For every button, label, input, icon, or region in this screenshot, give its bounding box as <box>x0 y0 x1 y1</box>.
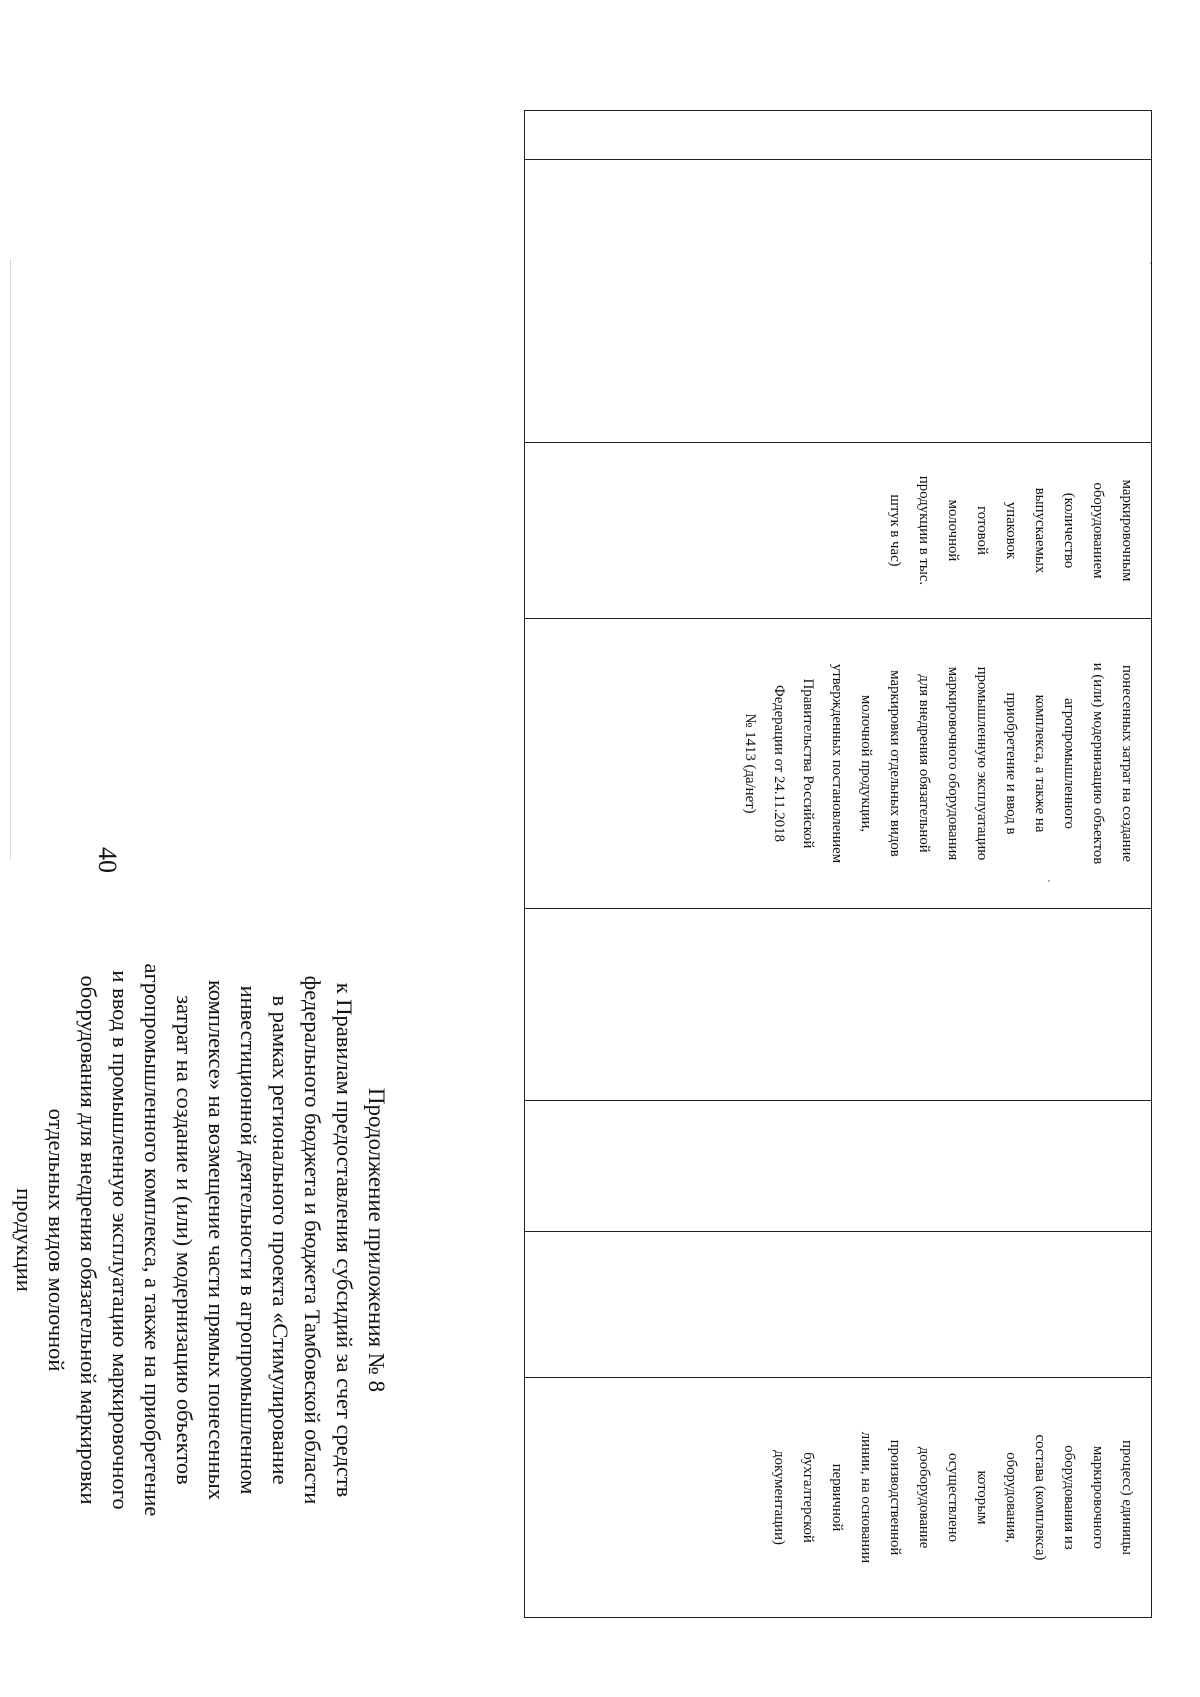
table-row <box>525 111 1152 1618</box>
cell-line: понесенных затрат на создание <box>1119 664 1135 863</box>
heading-line: комплексе» на возмещение части прямых понесенных <box>204 979 229 1500</box>
heading-line: Продолжение приложения № 8 <box>364 1087 389 1393</box>
cell-line: № 1413 (да/нет) <box>742 713 758 814</box>
cell-line: процесс) единицы <box>1119 1440 1135 1555</box>
cell-line: производственной <box>887 1439 903 1556</box>
table-cell-col1 <box>525 111 1152 160</box>
cell-line: агропромышленного <box>1061 698 1077 829</box>
appendix-heading <box>8 910 392 1570</box>
table-cell-col4 <box>525 619 1152 909</box>
cell-line: маркировочным <box>1119 479 1135 582</box>
cell-line: бухгалтерской <box>800 1452 816 1543</box>
heading-line: в рамках регионального проекта «Стимулирование <box>268 995 293 1485</box>
cell-line: готовой <box>974 506 990 555</box>
cell-line: осуществлено <box>945 1453 961 1542</box>
cell-line: продукции в тыс. <box>916 475 932 586</box>
cell-line: оборудования из <box>1061 1445 1077 1550</box>
report-table <box>524 110 1152 1618</box>
cell-line: (количество <box>1061 492 1077 569</box>
cell-line: документации) <box>771 1450 787 1545</box>
heading-line: затрат на создание и (или) модернизацию объектов <box>172 995 197 1485</box>
cell-line: молочной продукции, <box>858 694 874 833</box>
table-cell-col8 <box>525 1378 1152 1618</box>
heading-line: к Правилам предоставления субсидий за счет средств <box>332 982 357 1498</box>
heading-line: отдельных видов молочной <box>44 1108 69 1372</box>
cell-line: промышленную эксплуатацию <box>974 666 990 861</box>
heading-line: агропромышленного комплекса, а также на приобретение <box>140 963 165 1517</box>
cell-line: молочной <box>945 499 961 562</box>
page-number: 40 <box>93 847 122 873</box>
cell-line: для внедрения обязательной <box>916 674 932 853</box>
cell-line: упаковок <box>1003 501 1019 560</box>
heading-line: инвестиционной деятельности в агропромышленном <box>236 985 261 1495</box>
heading-line: продукции <box>12 1188 37 1292</box>
cell-line: маркировки отдельных видов <box>887 670 903 857</box>
cell-line: которым <box>974 1470 990 1525</box>
cell-line: утвержденных постановлением <box>829 663 845 864</box>
table-cell-col5 <box>525 909 1152 1101</box>
cell-line: маркировочного <box>1090 1446 1106 1549</box>
table-cell-col7 <box>525 1232 1152 1378</box>
heading-line: оборудования для внедрения обязательной маркировки <box>76 975 101 1505</box>
cell-line: приобретение и ввод в <box>1003 692 1019 835</box>
cell-line: оборудования, <box>1003 1452 1019 1543</box>
cell-line: линии, на основании <box>858 1431 874 1564</box>
cell-line: Правительства Российской <box>800 678 816 849</box>
heading-line: и ввод в промышленную эксплуатацию маркировочного <box>108 970 133 1510</box>
heading-line: федерального бюджета и бюджета Тамбовской области <box>300 975 325 1505</box>
cell-line: и (или) модернизацию объектов <box>1090 662 1106 865</box>
table-cell-col6 <box>525 1101 1152 1232</box>
cell-line: маркировочного оборудования <box>945 666 961 861</box>
cell-line: оборудованием <box>1090 482 1106 579</box>
cell-line: первичной <box>829 1463 845 1532</box>
table-cell-col3 <box>525 443 1152 619</box>
cell-line: состава (комплекса) <box>1032 1434 1048 1561</box>
cell-line: штук в час) <box>887 494 903 567</box>
cell-line: дооборудование <box>916 1446 932 1549</box>
cell-line: Федерации от 24.11.2018 <box>771 685 787 842</box>
cell-line: выпускаемых <box>1032 487 1048 574</box>
table-cell-col2 <box>525 160 1152 443</box>
cell-line: комплекса, а также на <box>1032 694 1048 833</box>
